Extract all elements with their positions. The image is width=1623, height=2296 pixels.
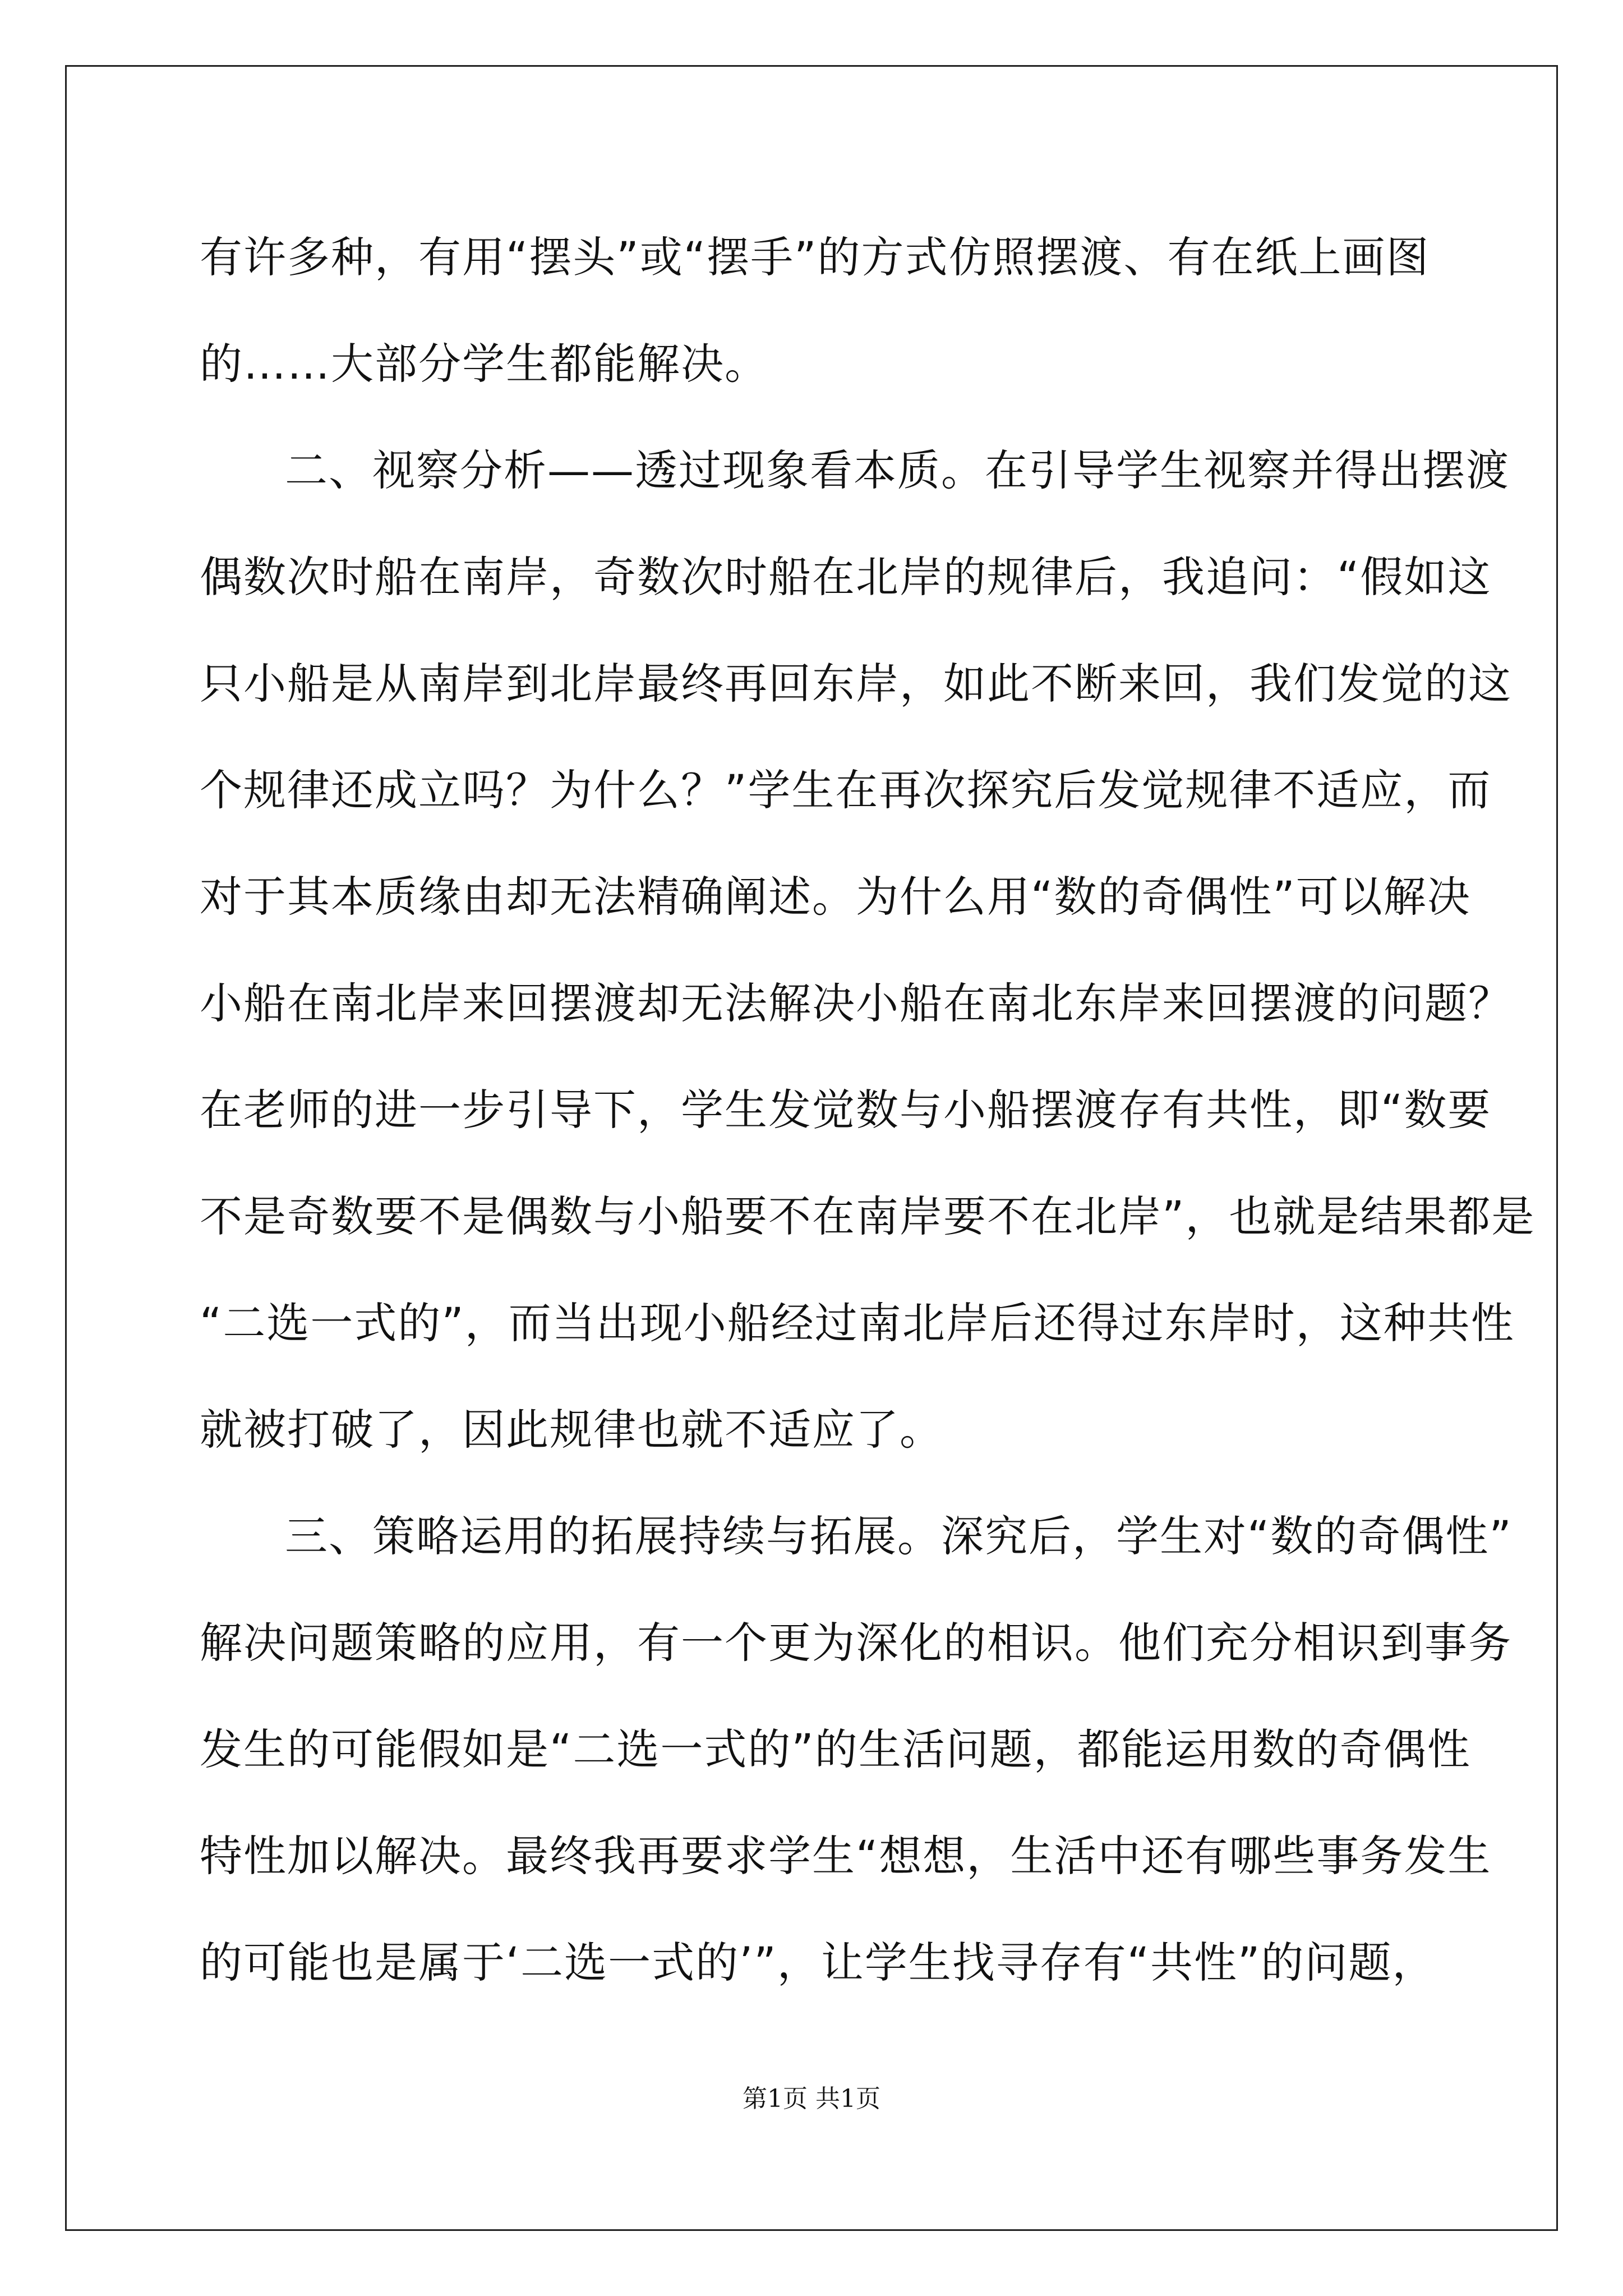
text-line: 在老师的进一步引导下，学生发觉数与小船摆渡存有共性，即“数要 [200,1085,1492,1135]
text-line: 发生的可能假如是“二选一式的”的生活问题，都能运用数的奇偶性 [200,1724,1471,1774]
text-line: 对于其本质缘由却无法精确阐述。为什么用“数的奇偶性”可以解决 [200,872,1471,922]
text-line: “二选一式的”，而当出现小船经过南北岸后还得过东岸时，这种共性 [200,1298,1515,1348]
text-line: 有许多种，有用“摆头”或“摆手”的方式仿照摆渡、有在纸上画图 [200,232,1430,282]
paragraph-start-line: 二、视察分析——透过现象看本质。在引导学生视察并得出摆渡 [285,445,1510,495]
text-line: 的……大部分学生都能解决。 [200,339,768,389]
text-line: 就被打破了，因此规律也就不适应了。 [200,1405,943,1455]
document-body [200,204,1536,2016]
text-line: 小船在南北岸来回摆渡却无法解决小船在南北东岸来回摆渡的问题？ [200,978,1512,1028]
text-line: 特性加以解决。最终我再要求学生“想想，生活中还有哪些事务发生 [200,1831,1492,1881]
paragraph-start-line: 三、策略运用的拓展持续与拓展。深究后，学生对“数的奇偶性” [285,1511,1513,1561]
text-line: 只小船是从南岸到北岸最终再回东岸，如此不断来回，我们发觉的这 [200,659,1512,708]
text-line: 的可能也是属于‘二选一式的’”，让学生找寻存有“共性”的问题， [200,1938,1436,1987]
text-line: 偶数次时船在南岸，奇数次时船在北岸的规律后，我追问：“假如这 [200,552,1492,602]
text-line: 解决问题策略的应用，有一个更为深化的相识。他们充分相识到事务 [200,1618,1512,1668]
page-number-footer: 第1页 共1页 [743,2085,880,2113]
text-line: 个规律还成立吗？为什么？”学生在再次探究后发觉规律不适应，而 [200,765,1492,815]
text-line: 不是奇数要不是偶数与小船要不在南岸要不在北岸”，也就是结果都是 [200,1191,1536,1241]
